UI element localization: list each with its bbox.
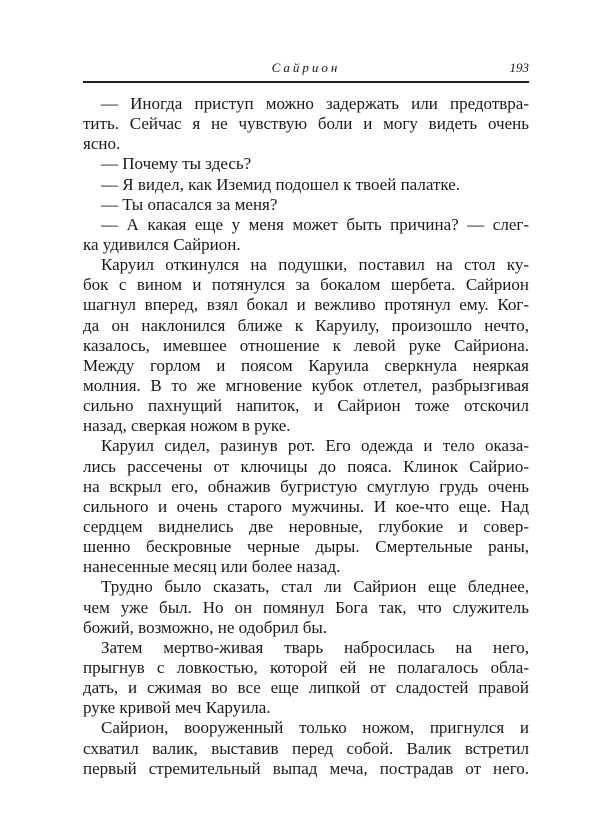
text-line: нанесенные месяц или более назад. (83, 557, 341, 577)
text-line: сердцем виднелись две неровные, глубокие и совер- (83, 516, 529, 536)
header-rule (83, 81, 529, 83)
page-body-text (83, 94, 529, 779)
text-line: Каруил откинулся на подушки, поставил на стол ку- (101, 255, 529, 275)
text-line: ясно. (83, 134, 121, 154)
text-line: — Почему ты здесь? (101, 154, 252, 174)
page-header (83, 58, 529, 78)
running-title: Сайрион (271, 60, 341, 75)
text-line: на вскрыл его, обнажив бугристую смуглую грудь очень (83, 476, 529, 496)
text-line: шенно бескровные черные дыры. Смертельные раны, (83, 537, 529, 557)
text-line: — Ты опасался за меня? (101, 194, 278, 214)
page-number: 193 (509, 60, 529, 75)
text-line: Между горлом и поясом Каруила сверкнула неяркая (83, 355, 529, 375)
text-line: первый стремительный выпад меча, пострадав от него. (83, 758, 529, 778)
text-line: Сайрион, вооруженный только ножом, пригнулся и (101, 718, 529, 738)
text-line: ка удивился Сайрион. (83, 234, 241, 254)
text-line: Трудно было сказать, стал ли Сайрион еще бледнее, (101, 577, 529, 597)
text-line: руке кривой меч Каруила. (83, 698, 271, 718)
text-line: да он наклонился ближе к Каруилу, произошло нечто, (83, 315, 529, 335)
text-line: Каруил сидел, разинув рот. Его одежда и тело оказа- (101, 436, 529, 456)
text-line: Затем мертво-живая тварь набросилась на него, (101, 637, 529, 657)
text-line: чем уже был. Но он помянул Бога так, что служитель (83, 597, 529, 617)
text-line: божий, возможно, не одобрил бы. (83, 617, 328, 637)
text-line: лись рассечены от ключицы до пояса. Клинок Сайрио- (83, 456, 529, 476)
text-line: молния. В то же мгновение кубок отлетел, разбрызгивая (83, 375, 529, 395)
text-line: — А какая еще у меня может быть причина? — слег- (101, 214, 529, 234)
text-line: сильно пахнущий напиток, и Сайрион тоже отскочил (83, 396, 529, 416)
text-line: шагнул вперед, взял бокал и вежливо протянул ему. Ког- (83, 295, 529, 315)
text-line: — Иногда приступ можно задержать или предотвра- (101, 94, 529, 113)
text-line: сильного и очень старого мужчины. И кое-что еще. Над (83, 496, 529, 516)
text-line: казалось, имевшее отношение к левой руке Сайриона. (83, 335, 529, 355)
text-line: прыгнув с ловкостью, которой ей не полагалось обла- (83, 657, 529, 677)
text-line: — Я видел, как Иземид подошел к твоей палатке. (101, 174, 461, 194)
text-line: бок с вином и потянулся за бокалом шербета. Сайрион (83, 275, 529, 295)
text-line: назад, сверкая ножом в руке. (83, 416, 291, 436)
text-line: дать, и сжимая во все еще липкой от сладостей правой (83, 678, 529, 698)
text-line: тить. Сейчас я не чувствую боли и могу видеть очень (83, 114, 529, 134)
text-line: схватил валик, выставив перед собой. Валик встретил (83, 738, 529, 758)
